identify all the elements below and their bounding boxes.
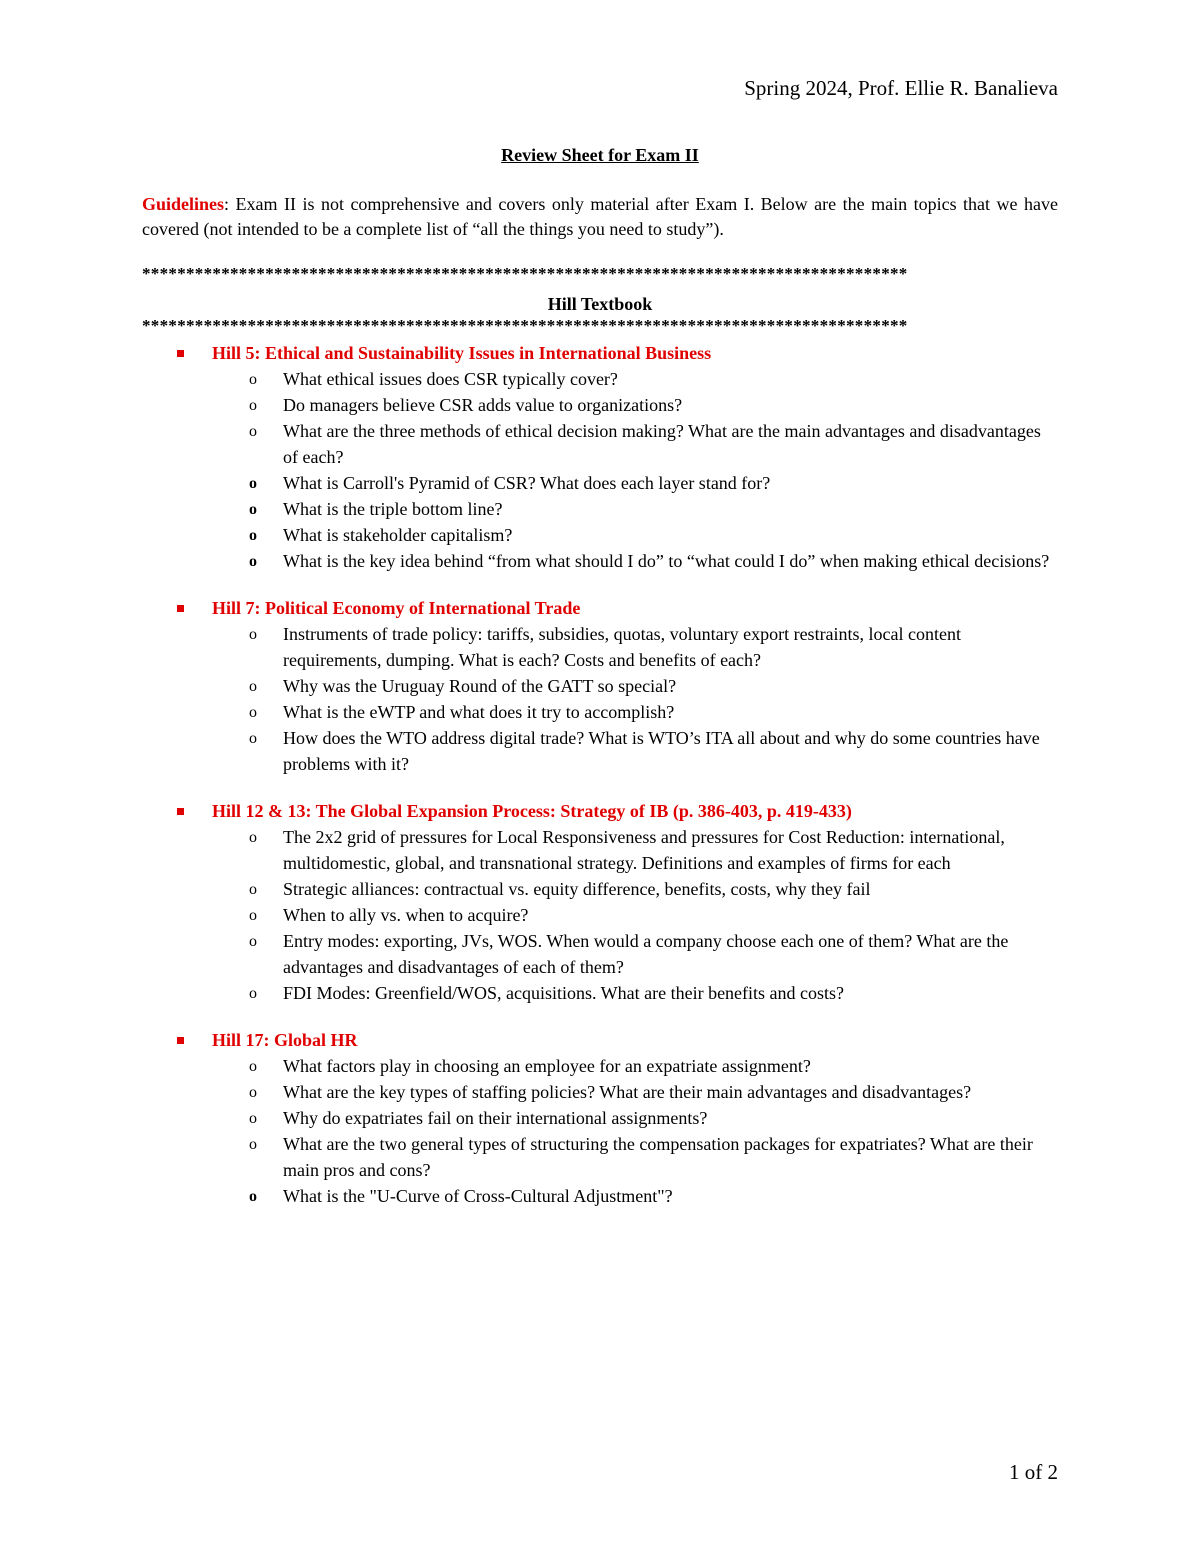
list-item — [0, 824, 1200, 876]
list-item — [0, 418, 1200, 470]
list-item-text: The 2x2 grid of pressures for Local Responsiveness and pressures for Cost Reduction: international, multidomestic, global, and transnational strategy. Definitions and examples of firms for each — [283, 827, 1005, 873]
topic-section — [0, 799, 1200, 1006]
list-item-text: Do managers believe CSR adds value to organizations? — [283, 395, 683, 415]
list-item-text: What are the three methods of ethical decision making? What are the main advantages and disadvantages of each? — [283, 421, 1041, 467]
section-title — [0, 1028, 1200, 1053]
list-item-text: How does the WTO address digital trade? What is WTO’s ITA all about and why do some countries have problems with it? — [283, 728, 1040, 774]
circle-bullet-icon: o — [249, 1084, 257, 1101]
list-item — [0, 621, 1200, 673]
course-header: Spring 2024, Prof. Ellie R. Banalieva — [744, 76, 1058, 100]
list-item — [0, 1053, 1200, 1079]
circle-bullet-icon: o — [249, 678, 257, 695]
guidelines-label: Guidelines — [142, 194, 225, 214]
topic-section — [0, 596, 1200, 777]
topic-section — [0, 341, 1200, 574]
list-item — [0, 366, 1200, 392]
circle-bullet-icon: o — [249, 423, 257, 440]
section-heading: Hill Textbook — [547, 294, 653, 314]
list-item-text: When to ally vs. when to acquire? — [283, 905, 529, 925]
list-item — [0, 673, 1200, 699]
section-title-text: Hill 17: Global HR — [212, 1030, 358, 1050]
question-list — [0, 1053, 1200, 1209]
circle-bullet-icon: o — [249, 1188, 257, 1205]
circle-bullet-icon: o — [249, 704, 257, 721]
section-title — [0, 799, 1200, 824]
list-item — [0, 1183, 1200, 1209]
list-item — [0, 725, 1200, 777]
circle-bullet-icon: o — [249, 1058, 257, 1075]
question-list — [0, 366, 1200, 574]
question-list — [0, 824, 1200, 1006]
circle-bullet-icon: o — [249, 1136, 257, 1153]
section-title — [0, 596, 1200, 621]
circle-bullet-icon: o — [249, 527, 257, 544]
circle-bullet-icon: o — [249, 907, 257, 924]
section-title-text: Hill 12 & 13: The Global Expansion Process: Strategy of IB (p. 386-403, p. 419-433) — [212, 801, 852, 821]
list-item-text: Instruments of trade policy: tariffs, subsidies, quotas, voluntary export restraints, local content requirements, dumping. What is each? Costs and benefits of each? — [283, 624, 962, 670]
circle-bullet-icon: o — [249, 985, 257, 1002]
square-bullet-icon — [177, 605, 184, 612]
list-item-text: What is Carroll's Pyramid of CSR? What does each layer stand for? — [283, 473, 771, 493]
page-title: Review Sheet for Exam II — [501, 145, 699, 165]
list-item-text: Why do expatriates fail on their international assignments? — [283, 1108, 708, 1128]
list-item — [0, 392, 1200, 418]
list-item-text: Strategic alliances: contractual vs. equity difference, benefits, costs, why they fail — [283, 879, 871, 899]
list-item-text: Entry modes: exporting, JVs, WOS. When would a company choose each one of them? What are the advantages and disadvantages of each of them? — [283, 931, 1009, 977]
circle-bullet-icon: o — [249, 881, 257, 898]
list-item — [0, 548, 1200, 574]
list-item-text: What are the key types of staffing policies? What are their main advantages and disadvantages? — [283, 1082, 972, 1102]
circle-bullet-icon: o — [249, 730, 257, 747]
question-list — [0, 621, 1200, 777]
list-item — [0, 470, 1200, 496]
guidelines-paragraph — [142, 192, 1058, 242]
square-bullet-icon — [177, 808, 184, 815]
topic-section — [0, 1028, 1200, 1209]
list-item-text: What factors play in choosing an employee for an expatriate assignment? — [283, 1056, 811, 1076]
list-item-text: What is stakeholder capitalism? — [283, 525, 513, 545]
list-item — [0, 1131, 1200, 1183]
square-bullet-icon — [177, 350, 184, 357]
circle-bullet-icon: o — [249, 475, 257, 492]
separator-top: *************************************************************************************** — [142, 264, 908, 283]
list-item-text: What is the "U-Curve of Cross-Cultural Adjustment"? — [283, 1186, 673, 1206]
list-item — [0, 902, 1200, 928]
list-item-text: What are the two general types of structuring the compensation packages for expatriates? What are their main pros and cons? — [283, 1134, 1033, 1180]
list-item-text: What ethical issues does CSR typically cover? — [283, 369, 618, 389]
list-item-text: What is the triple bottom line? — [283, 499, 503, 519]
page-number: 1 of 2 — [1009, 1460, 1058, 1484]
list-item-text: What is the eWTP and what does it try to accomplish? — [283, 702, 675, 722]
list-item — [0, 928, 1200, 980]
circle-bullet-icon: o — [249, 626, 257, 643]
circle-bullet-icon: o — [249, 829, 257, 846]
separator-bottom: *************************************************************************************** — [142, 316, 908, 335]
list-item-text: Why was the Uruguay Round of the GATT so special? — [283, 676, 677, 696]
list-item — [0, 1079, 1200, 1105]
list-item — [0, 699, 1200, 725]
list-item — [0, 522, 1200, 548]
circle-bullet-icon: o — [249, 501, 257, 518]
topic-sections — [0, 341, 1200, 1231]
list-item — [0, 876, 1200, 902]
list-item — [0, 980, 1200, 1006]
list-item-text: FDI Modes: Greenfield/WOS, acquisitions. What are their benefits and costs? — [283, 983, 845, 1003]
square-bullet-icon — [177, 1037, 184, 1044]
circle-bullet-icon: o — [249, 397, 257, 414]
list-item — [0, 1105, 1200, 1131]
circle-bullet-icon: o — [249, 553, 257, 570]
circle-bullet-icon: o — [249, 933, 257, 950]
circle-bullet-icon: o — [249, 371, 257, 388]
list-item — [0, 496, 1200, 522]
circle-bullet-icon: o — [249, 1110, 257, 1127]
section-title — [0, 341, 1200, 366]
list-item-text: What is the key idea behind “from what should I do” to “what could I do” when making ethical decisions? — [283, 551, 1050, 571]
section-title-text: Hill 7: Political Economy of International Trade — [212, 598, 581, 618]
section-title-text: Hill 5: Ethical and Sustainability Issues in International Business — [212, 343, 712, 363]
guidelines-text: : Exam II is not comprehensive and covers only material after Exam I. Below are the main topics that we have covered (not intended to be a complete list of “all the things you need to study”). — [142, 194, 1058, 239]
